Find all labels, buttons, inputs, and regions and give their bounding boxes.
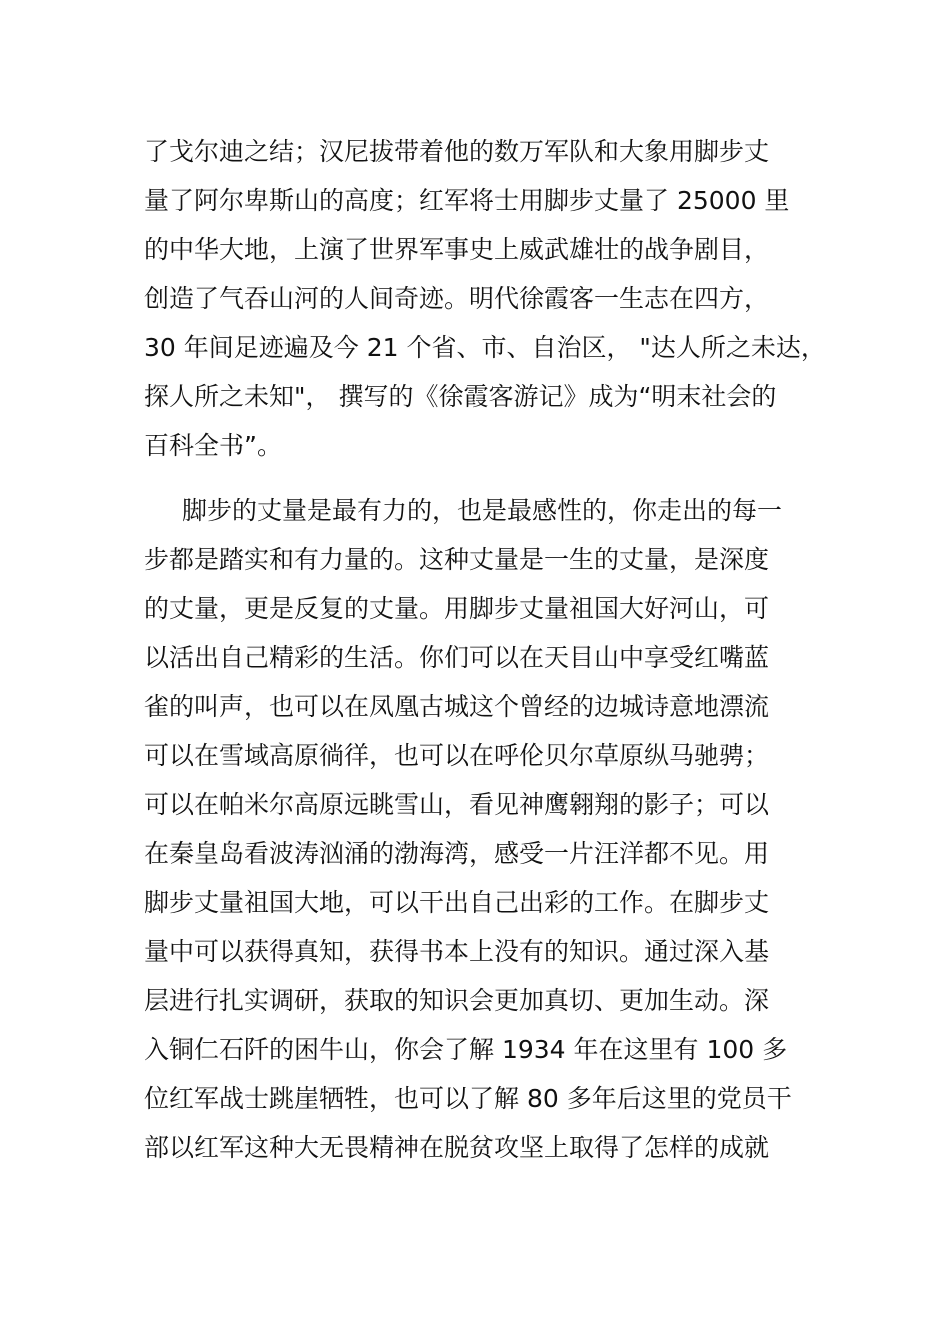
text-line: 步都是踏实和有力量的。这种丈量是一生的丈量，是深度 xyxy=(144,545,770,574)
text-line: 百科全书”。 xyxy=(144,431,282,460)
text-line: 了戈尔迪之结；汉尼拔带着他的数万军队和大象用脚步丈 xyxy=(144,137,770,166)
text-line: 部以红军这种大无畏精神在脱贫攻坚上取得了怎样的成就 xyxy=(144,1133,770,1162)
text-line: 探人所之未知"， 撰写的《徐霞客游记》成为“明末社会的 xyxy=(144,382,777,411)
text-line: 可以在帕米尔高原远眺雪山，看见神鹰翱翔的影子；可以 xyxy=(144,790,770,819)
text-line: 的丈量，更是反复的丈量。用脚步丈量祖国大好河山，可 xyxy=(144,594,770,623)
text-line xyxy=(144,1177,814,1217)
text-line: 的中华大地，上演了世界军事史上威武雄壮的战争剧目， xyxy=(144,235,770,264)
text-line: 位红军战士跳崖牺牲，也可以了解 80 多年后这里的党员干 xyxy=(144,1084,792,1113)
text-line: 入铜仁石阡的困牛山，你会了解 1934 年在这里有 100 多 xyxy=(144,1035,788,1064)
text-line: 在秦皇岛看波涛汹涌的渤海湾，感受一片汪洋都不见。用 xyxy=(144,839,770,868)
text-line: 30 年间足迹遍及今 21 个省、市、自治区， "达人所之未达， xyxy=(144,333,826,362)
text-line: 层进行扎实调研，获取的知识会更加真切、更加生动。深 xyxy=(144,986,770,1015)
text-line: 以活出自己精彩的生活。你们可以在天目山中享受红嘴蓝 xyxy=(144,643,770,672)
text-line: 量了阿尔卑斯山的高度；红军将士用脚步丈量了 25000 里 xyxy=(144,186,790,215)
text-line: 可以在雪域高原徜徉，也可以在呼伦贝尔草原纵马驰骋； xyxy=(144,741,770,770)
text-line: 创造了气吞山河的人间奇迹。明代徐霞客一生志在四方， xyxy=(144,284,770,313)
text-line: 雀的叫声，也可以在凤凰古城这个曾经的边城诗意地漂流 xyxy=(144,692,770,721)
text-line: 量中可以获得真知，获得书本上没有的知识。通过深入基 xyxy=(144,937,770,966)
text-line: 脚步丈量祖国大地，可以干出自己出彩的工作。在脚步丈 xyxy=(144,888,770,917)
text-line: 脚步的丈量是最有力的，也是最感性的，你走出的每一 xyxy=(182,496,783,525)
